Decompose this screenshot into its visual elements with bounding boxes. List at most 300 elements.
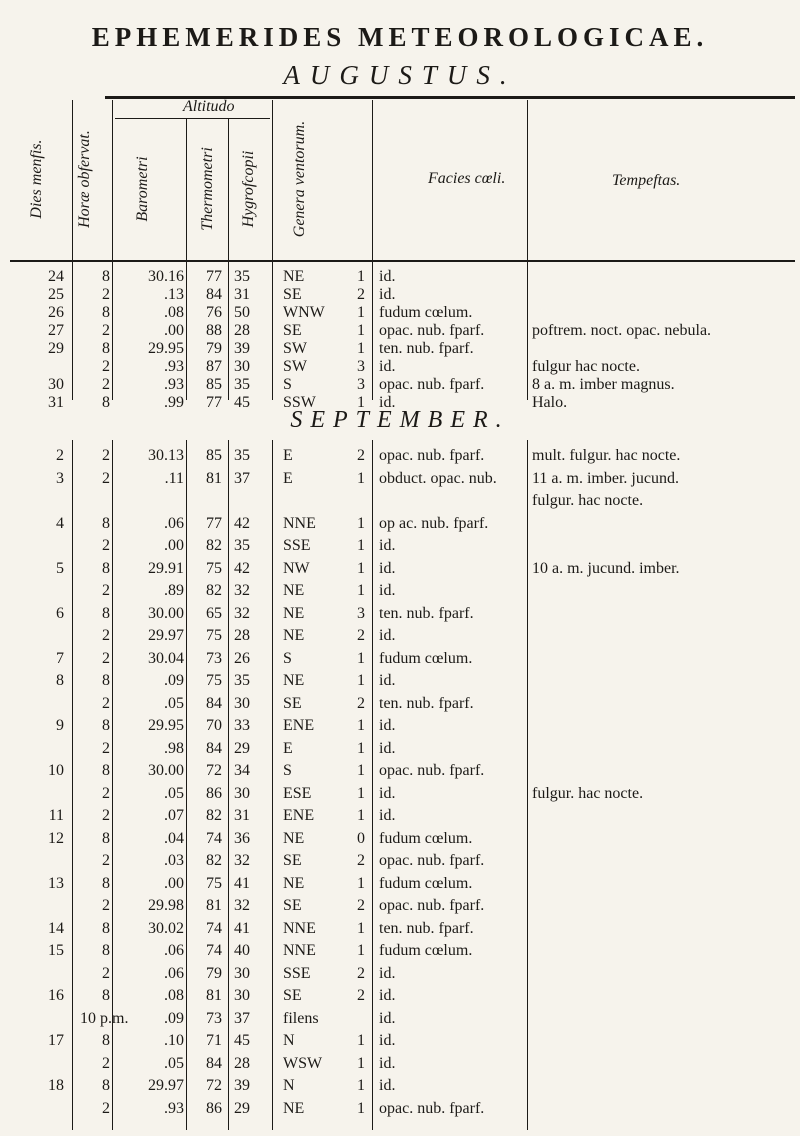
cell-therm: 76 <box>206 304 222 321</box>
cell-hour: 2 <box>102 537 110 554</box>
cell-hyg: 35 <box>234 376 250 393</box>
header-altitudo: Altitudo <box>183 98 235 115</box>
cell-therm: 82 <box>206 537 222 554</box>
cell-baro: .08 <box>164 987 184 1004</box>
cell-hyg: 32 <box>234 604 250 622</box>
cell-hyg: 28 <box>234 1054 250 1072</box>
cell-day: 25 <box>48 286 64 303</box>
cell-therm: 87 <box>206 358 222 375</box>
cell-day: 5 <box>56 559 64 577</box>
cell-tempestas: 10 a. m. jucund. imber. <box>532 559 680 577</box>
cell-therm: 71 <box>206 1032 222 1049</box>
cell-facies: id. <box>379 394 396 411</box>
cell-facies: opac. nub. fparf. <box>379 1099 485 1117</box>
cell-therm: 75 <box>206 672 222 689</box>
cell-force: 1 <box>357 1054 365 1072</box>
cell-wind: N <box>283 1077 295 1094</box>
cell-therm: 77 <box>206 514 222 532</box>
table-row <box>0 623 800 648</box>
cell-force: 2 <box>357 852 365 869</box>
cell-tempestas: fulgur. hac nocte. <box>532 492 644 509</box>
table-row <box>0 938 800 963</box>
cell-day: 16 <box>48 987 64 1004</box>
cell-baro: .10 <box>164 1032 184 1049</box>
cell-therm: 82 <box>206 852 222 869</box>
cell-therm: 84 <box>206 739 222 757</box>
cell-hyg: 29 <box>234 739 250 757</box>
cell-force: 1 <box>357 762 365 779</box>
cell-day: 30 <box>48 376 64 393</box>
cell-wind: SE <box>283 852 302 869</box>
cell-baro: .13 <box>164 286 184 303</box>
cell-therm: 81 <box>206 897 222 914</box>
cell-facies: id. <box>379 1009 396 1027</box>
cell-wind: NE <box>283 874 305 892</box>
cell-therm: 84 <box>206 694 222 712</box>
cell-tempestas: 11 a. m. imber. jucund. <box>532 469 679 487</box>
cell-wind: SW <box>283 358 307 375</box>
cell-hour: 8 <box>102 919 110 937</box>
cell-day: 11 <box>48 807 64 824</box>
cell-baro: .09 <box>164 1009 184 1027</box>
cell-baro: 30.13 <box>148 447 184 464</box>
cell-wind: E <box>283 447 293 464</box>
cell-force: 1 <box>357 537 365 554</box>
cell-baro: .06 <box>164 964 184 982</box>
cell-day: 7 <box>56 649 64 667</box>
cell-force: 1 <box>357 514 365 532</box>
cell-facies: id. <box>379 286 396 303</box>
cell-facies: id. <box>379 717 396 734</box>
cell-wind: ESE <box>283 784 312 802</box>
table-row <box>0 916 800 941</box>
cell-therm: 81 <box>206 469 222 487</box>
cell-therm: 77 <box>206 268 222 285</box>
table-row <box>0 601 800 626</box>
cell-therm: 79 <box>206 964 222 982</box>
cell-baro: .00 <box>164 537 184 554</box>
cell-therm: 82 <box>206 582 222 599</box>
cell-facies: id. <box>379 672 396 689</box>
cell-therm: 72 <box>206 1077 222 1094</box>
cell-baro: .00 <box>164 874 184 892</box>
cell-hour: 2 <box>102 358 110 375</box>
cell-hour: 8 <box>102 304 110 321</box>
cell-facies: fudum cœlum. <box>379 649 473 667</box>
cell-facies: id. <box>379 1032 396 1049</box>
cell-hour: 8 <box>102 762 110 779</box>
table-row <box>0 691 800 716</box>
cell-hyg: 35 <box>234 268 250 285</box>
cell-hyg: 35 <box>234 672 250 689</box>
table-row <box>0 556 800 581</box>
header-bottom-rule <box>10 260 795 262</box>
cell-hyg: 45 <box>234 1032 250 1049</box>
cell-hour: 2 <box>102 739 110 757</box>
cell-baro: .05 <box>164 784 184 802</box>
cell-hyg: 34 <box>234 762 250 779</box>
cell-force: 2 <box>357 627 365 644</box>
table-row <box>0 578 800 603</box>
cell-facies: obduct. opac. nub. <box>379 469 497 487</box>
cell-hour: 8 <box>102 268 110 285</box>
cell-day: 8 <box>56 672 64 689</box>
cell-day: 18 <box>48 1077 64 1094</box>
cell-wind: E <box>283 739 293 757</box>
cell-facies: id. <box>379 358 396 375</box>
cell-wind: ENE <box>283 807 315 824</box>
cell-force: 1 <box>357 1032 365 1049</box>
cell-hyg: 33 <box>234 717 250 734</box>
cell-therm: 75 <box>206 559 222 577</box>
cell-hyg: 32 <box>234 852 250 869</box>
cell-hour: 2 <box>102 784 110 802</box>
cell-hour: 2 <box>102 627 110 644</box>
cell-baro: .06 <box>164 514 184 532</box>
cell-baro: 30.00 <box>148 762 184 779</box>
cell-wind: NE <box>283 627 305 644</box>
cell-hour: 8 <box>102 340 110 357</box>
cell-tempestas: fulgur. hac nocte. <box>532 784 644 802</box>
cell-wind: SSE <box>283 537 311 554</box>
cell-hyg: 39 <box>234 1077 250 1094</box>
cell-facies: id. <box>379 739 396 757</box>
cell-hour: 8 <box>102 874 110 892</box>
cell-force: 2 <box>357 286 365 303</box>
cell-facies: op ac. nub. fparf. <box>379 514 489 532</box>
cell-hyg: 30 <box>234 964 250 982</box>
cell-therm: 84 <box>206 1054 222 1072</box>
cell-facies: id. <box>379 987 396 1004</box>
cell-hyg: 31 <box>234 286 250 303</box>
table-row <box>0 871 800 896</box>
cell-baro: 29.95 <box>148 340 184 357</box>
cell-hyg: 45 <box>234 394 250 411</box>
cell-wind: SW <box>283 340 307 357</box>
cell-hour: 2 <box>102 964 110 982</box>
cell-hyg: 30 <box>234 784 250 802</box>
table-row <box>0 511 800 536</box>
cell-baro: .99 <box>164 394 184 411</box>
cell-baro: .05 <box>164 694 184 712</box>
cell-facies: id. <box>379 1054 396 1072</box>
cell-facies: opac. nub. fparf. <box>379 322 485 339</box>
cell-hour: 2 <box>102 322 110 339</box>
cell-day: 9 <box>56 717 64 734</box>
cell-day: 31 <box>48 394 64 411</box>
cell-facies: id. <box>379 559 396 577</box>
header-barometri: Barometri <box>134 156 151 222</box>
cell-day: 24 <box>48 268 64 285</box>
cell-baro: 29.97 <box>148 627 184 644</box>
cell-therm: 74 <box>206 919 222 937</box>
cell-tempestas: Halo. <box>532 394 568 411</box>
cell-tempestas: 8 a. m. imber magnus. <box>532 376 675 393</box>
cell-wind: SE <box>283 694 302 712</box>
cell-therm: 73 <box>206 1009 222 1027</box>
header-facies: Facies cœli. <box>428 170 506 187</box>
cell-baro: 29.98 <box>148 897 184 914</box>
cell-therm: 79 <box>206 340 222 357</box>
cell-hyg: 42 <box>234 514 250 532</box>
cell-wind: E <box>283 469 293 487</box>
cell-day: 4 <box>56 514 64 532</box>
cell-force: 1 <box>357 268 365 285</box>
cell-hyg: 28 <box>234 322 250 339</box>
table-row <box>0 713 800 738</box>
cell-force: 1 <box>357 874 365 892</box>
cell-day: 13 <box>48 874 64 892</box>
cell-force: 1 <box>357 394 365 411</box>
cell-force: 1 <box>357 717 365 734</box>
cell-hour: 8 <box>102 829 110 847</box>
cell-baro: .93 <box>164 1099 184 1117</box>
cell-wind: WNW <box>283 304 325 321</box>
cell-baro: 29.97 <box>148 1077 184 1094</box>
cell-force: 1 <box>357 784 365 802</box>
cell-day: 26 <box>48 304 64 321</box>
header-hygroscopii: Hygrofcopii <box>240 150 257 228</box>
table-row <box>0 1006 800 1031</box>
cell-day: 27 <box>48 322 64 339</box>
cell-facies: id. <box>379 807 396 824</box>
cell-facies: id. <box>379 784 396 802</box>
table-row <box>0 803 800 828</box>
cell-facies: id. <box>379 964 396 982</box>
cell-day: 2 <box>56 447 64 464</box>
table-row <box>0 736 800 761</box>
cell-wind: SE <box>283 286 302 303</box>
cell-hour: 2 <box>102 582 110 599</box>
cell-wind: NE <box>283 1099 305 1117</box>
cell-hour: 2 <box>102 852 110 869</box>
table-row <box>0 488 800 513</box>
cell-day: 10 <box>48 762 64 779</box>
cell-wind: filens <box>283 1009 319 1027</box>
cell-baro: 30.00 <box>148 604 184 622</box>
cell-wind: SE <box>283 897 302 914</box>
cell-hour: 8 <box>102 987 110 1004</box>
cell-wind: SSE <box>283 964 311 982</box>
cell-force: 1 <box>357 340 365 357</box>
cell-hyg: 30 <box>234 358 250 375</box>
cell-hour: 2 <box>102 447 110 464</box>
cell-hour: 8 <box>102 514 110 532</box>
cell-wind: NE <box>283 604 305 622</box>
cell-force: 1 <box>357 1099 365 1117</box>
cell-hour: 8 <box>102 717 110 734</box>
cell-therm: 86 <box>206 784 222 802</box>
cell-force: 1 <box>357 469 365 487</box>
cell-day: 15 <box>48 942 64 959</box>
table-row <box>0 466 800 491</box>
cell-wind: NNE <box>283 919 316 937</box>
page-title: EPHEMERIDES METEOROLOGICAE. <box>91 22 709 52</box>
cell-wind: NE <box>283 672 305 689</box>
cell-baro: .93 <box>164 376 184 393</box>
cell-hyg: 40 <box>234 942 250 959</box>
cell-hyg: 29 <box>234 1099 250 1117</box>
cell-facies: opac. nub. fparf. <box>379 376 485 393</box>
table-row <box>0 893 800 918</box>
cell-baro: .98 <box>164 739 184 757</box>
cell-hour: 2 <box>102 376 110 393</box>
cell-hyg: 30 <box>234 694 250 712</box>
cell-hour: 8 <box>102 1032 110 1049</box>
cell-facies: fudum cœlum. <box>379 942 473 959</box>
cell-hyg: 37 <box>234 469 250 487</box>
cell-day: 12 <box>48 829 64 847</box>
cell-hyg: 41 <box>234 919 250 937</box>
cell-facies: id. <box>379 627 396 644</box>
cell-force: 3 <box>357 358 365 375</box>
cell-wind: S <box>283 762 292 779</box>
cell-baro: 29.95 <box>148 717 184 734</box>
cell-wind: SSW <box>283 394 316 411</box>
cell-hour: 2 <box>102 469 110 487</box>
cell-hyg: 39 <box>234 340 250 357</box>
cell-hyg: 26 <box>234 649 250 667</box>
cell-day: 17 <box>48 1032 64 1049</box>
cell-wind: SE <box>283 322 302 339</box>
header-genera: Genera ventorum. <box>291 120 308 238</box>
cell-hour: 8 <box>102 559 110 577</box>
cell-therm: 86 <box>206 1099 222 1117</box>
cell-force: 1 <box>357 649 365 667</box>
cell-therm: 65 <box>206 604 222 622</box>
cell-hour: 2 <box>102 897 110 914</box>
cell-baro: .04 <box>164 829 184 847</box>
cell-force: 1 <box>357 672 365 689</box>
cell-wind: NE <box>283 582 305 599</box>
cell-therm: 74 <box>206 942 222 959</box>
cell-day: 3 <box>56 469 64 487</box>
cell-tempestas: fulgur hac nocte. <box>532 358 640 375</box>
cell-hyg: 36 <box>234 829 250 847</box>
cell-hour: 2 <box>102 1099 110 1117</box>
table-row <box>0 781 800 806</box>
cell-therm: 85 <box>206 376 222 393</box>
cell-hyg: 35 <box>234 447 250 464</box>
table-row <box>0 961 800 986</box>
cell-day: 29 <box>48 340 64 357</box>
table-row <box>0 646 800 671</box>
cell-baro: .93 <box>164 358 184 375</box>
cell-hour: 2 <box>102 694 110 712</box>
cell-therm: 70 <box>206 717 222 734</box>
cell-hour: 2 <box>102 649 110 667</box>
cell-facies: opac. nub. fparf. <box>379 447 485 464</box>
cell-tempestas: mult. fulgur. hac nocte. <box>532 447 681 464</box>
cell-tempestas: poftrem. noct. opac. nebula. <box>532 322 712 339</box>
cell-hyg: 37 <box>234 1009 250 1027</box>
cell-hyg: 35 <box>234 537 250 554</box>
header-tempestas: Tempeftas. <box>612 172 681 189</box>
cell-baro: 30.16 <box>148 268 184 285</box>
cell-wind: NE <box>283 829 305 847</box>
cell-baro: 29.91 <box>148 559 184 577</box>
cell-facies: ten. nub. fparf. <box>379 919 474 937</box>
cell-wind: NE <box>283 268 305 285</box>
cell-day: 14 <box>48 919 64 937</box>
cell-baro: 30.04 <box>148 649 184 667</box>
cell-hyg: 42 <box>234 559 250 577</box>
header-dies: Dies menfis. <box>28 139 45 219</box>
cell-therm: 81 <box>206 987 222 1004</box>
cell-wind: ENE <box>283 717 315 734</box>
cell-baro: .08 <box>164 304 184 321</box>
cell-baro: .07 <box>164 807 184 824</box>
cell-force: 1 <box>357 919 365 937</box>
cell-wind: NNE <box>283 514 316 532</box>
cell-hyg: 31 <box>234 807 250 824</box>
table-row <box>0 1028 800 1053</box>
cell-therm: 75 <box>206 874 222 892</box>
cell-hour: 8 <box>102 1077 110 1094</box>
cell-hour: 8 <box>102 672 110 689</box>
cell-hour: 2 <box>102 1054 110 1072</box>
cell-force: 3 <box>357 604 365 622</box>
cell-baro: .00 <box>164 322 184 339</box>
cell-facies: fudum cœlum. <box>379 874 473 892</box>
cell-force: 1 <box>357 559 365 577</box>
table-row <box>0 1073 800 1098</box>
cell-baro: .09 <box>164 672 184 689</box>
table-row <box>0 758 800 783</box>
table-row <box>0 983 800 1008</box>
cell-facies: fudum cœlum. <box>379 304 473 321</box>
cell-force: 2 <box>357 897 365 914</box>
cell-wind: S <box>283 649 292 667</box>
table-row <box>0 1096 800 1121</box>
cell-force: 0 <box>357 829 365 847</box>
cell-facies: ten. nub. fparf. <box>379 694 474 712</box>
cell-hyg: 50 <box>234 304 250 321</box>
header-hora: Horæ obfervat. <box>76 130 93 228</box>
cell-therm: 72 <box>206 762 222 779</box>
cell-therm: 85 <box>206 447 222 464</box>
table-row <box>0 443 800 468</box>
cell-wind: S <box>283 376 292 393</box>
cell-force: 1 <box>357 807 365 824</box>
cell-therm: 74 <box>206 829 222 847</box>
table-row <box>0 826 800 851</box>
cell-wind: NW <box>283 559 310 577</box>
cell-facies: id. <box>379 582 396 599</box>
cell-hour: 8 <box>102 394 110 411</box>
cell-wind: SE <box>283 987 302 1004</box>
table-row <box>0 668 800 693</box>
cell-hour: 10 p.m. <box>80 1009 129 1027</box>
cell-baro: .03 <box>164 852 184 869</box>
cell-force: 1 <box>357 304 365 321</box>
cell-force: 1 <box>357 942 365 959</box>
cell-hyg: 32 <box>234 582 250 599</box>
header-thermometri: Thermometri <box>199 147 216 231</box>
cell-hour: 2 <box>102 807 110 824</box>
cell-therm: 82 <box>206 807 222 824</box>
cell-wind: NNE <box>283 942 316 959</box>
cell-facies: opac. nub. fparf. <box>379 852 485 869</box>
cell-hyg: 30 <box>234 987 250 1004</box>
cell-baro: .06 <box>164 942 184 959</box>
cell-hour: 2 <box>102 286 110 303</box>
cell-hyg: 41 <box>234 874 250 892</box>
cell-hour: 8 <box>102 604 110 622</box>
cell-facies: fudum cœlum. <box>379 829 473 847</box>
cell-facies: id. <box>379 1077 396 1094</box>
cell-facies: ten. nub. fparf. <box>379 604 474 622</box>
